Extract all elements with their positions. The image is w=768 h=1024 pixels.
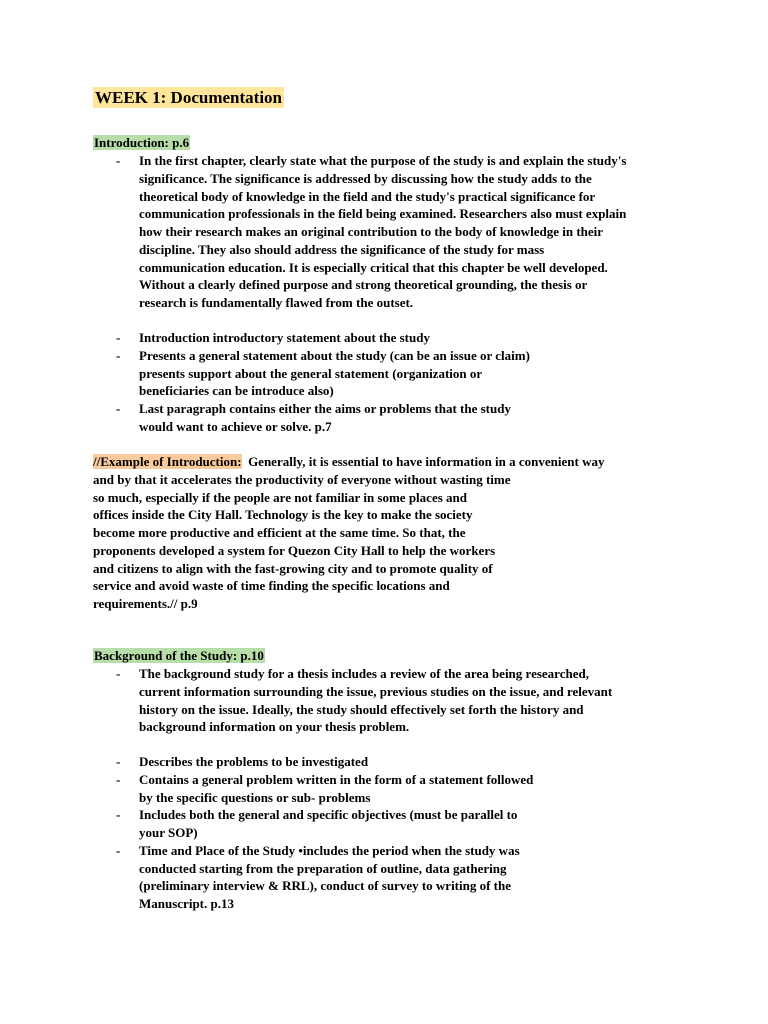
text-line: become more productive and efficient at the same time. So that, the (93, 525, 466, 540)
list-item (0, 347, 679, 400)
text-line: Describes the problems to be investigated (139, 754, 369, 769)
bullet-dash: - (116, 771, 121, 787)
text-line: (preliminary interview & RRL), conduct of survey to writing of the (139, 878, 512, 894)
text-line: background information on your thesis problem. (139, 719, 410, 735)
text-line: how their research makes an original contribution to the body of knowledge in their (139, 224, 604, 239)
bullet-dash: - (116, 347, 121, 363)
text-line: Last paragraph contains either the aims or problems that the study (139, 401, 511, 416)
background-heading-text: Background of the Study: p.10 (94, 648, 264, 663)
text-line: your SOP) (139, 825, 198, 840)
example-first-line (93, 453, 604, 471)
example-paragraph (93, 453, 604, 613)
introduction-heading (93, 134, 190, 152)
bullet-dash: - (116, 754, 121, 769)
text-line: so much, especially if the people are not familiar in some places and (93, 489, 467, 505)
list-item (0, 806, 679, 842)
text-line: The background study for a thesis includes a review of the area being researched, (139, 666, 589, 681)
bullet-dash: - (116, 666, 121, 681)
text-line: Generally, it is essential to have information in a convenient way (248, 454, 605, 469)
text-line: conducted starting from the preparation of outline, data gathering (139, 860, 507, 876)
background-description-item (0, 665, 679, 736)
text-line: research is fundamentally flawed from the outset. (139, 295, 414, 310)
page-title-text: WEEK 1: Documentation (95, 88, 282, 107)
text-line: Contains a general problem written in the form of a statement followed (139, 771, 534, 787)
list-item (0, 400, 679, 436)
page-title (93, 86, 284, 109)
text-line: presents support about the general statement (organization or (139, 365, 483, 381)
example-label: //Example of Introduction: (93, 454, 242, 469)
text-line: history on the issue. Ideally, the study should effectively set forth the history and (139, 701, 584, 717)
list-item (0, 329, 679, 347)
text-line: Introduction introductory statement about the study (139, 330, 430, 345)
text-line: communication professionals in the field being examined. Researchers also must explain (139, 206, 627, 222)
text-line: and citizens to align with the fast-growing city and to promote quality of (93, 560, 493, 576)
background-points-list (0, 753, 679, 913)
text-line: current information surrounding the issue, previous studies on the issue, and relevant (139, 683, 613, 699)
introduction-description-item (0, 152, 679, 312)
introduction-description-list (0, 152, 679, 312)
text-line: requirements.// p.9 (93, 596, 198, 611)
background-heading (93, 647, 265, 665)
text-line: theoretical body of knowledge in the field and the study's practical significance for (139, 188, 596, 204)
text-line: Without a clearly defined purpose and strong theoretical grounding, the thesis or (139, 277, 588, 293)
text-line: offices inside the City Hall. Technology is the key to make the society (93, 507, 473, 523)
list-item (0, 842, 679, 913)
text-line: communication education. It is especially critical that this chapter be well developed. (139, 259, 608, 275)
text-line: Time and Place of the Study •includes the period when the study was (139, 842, 520, 858)
text-line: discipline. They also should address the significance of the study for mass (139, 241, 545, 257)
text-line: beneficiaries can be introduce also) (139, 383, 334, 399)
text-line: by the specific questions or sub- problems (139, 789, 371, 805)
text-line: In the first chapter, clearly state what the purpose of the study is and explain the study's (139, 153, 627, 168)
text-line: and by that it accelerates the productivity of everyone without wasting time (93, 471, 511, 487)
text-line: proponents developed a system for Quezon City Hall to help the workers (93, 542, 496, 558)
bullet-dash: - (116, 401, 121, 416)
text-line: would want to achieve or solve. p.7 (139, 418, 332, 434)
bullet-dash: - (116, 842, 121, 858)
bullet-dash: - (116, 807, 121, 823)
bullet-dash: - (116, 153, 121, 168)
text-line: Includes both the general and specific objectives (must be parallel to (139, 807, 518, 823)
text-line: Presents a general statement about the study (can be an issue or claim) (139, 347, 530, 363)
introduction-points-list (0, 329, 679, 436)
text-line: significance. The significance is addressed by discussing how the study adds to the (139, 170, 592, 186)
background-description-list (0, 665, 679, 736)
introduction-heading-text: Introduction: p.6 (94, 135, 190, 150)
list-item (0, 771, 679, 807)
text-line: Manuscript. p.13 (139, 896, 234, 911)
list-item (0, 753, 679, 771)
text-line: service and avoid waste of time finding the specific locations and (93, 578, 450, 594)
bullet-dash: - (116, 330, 121, 345)
